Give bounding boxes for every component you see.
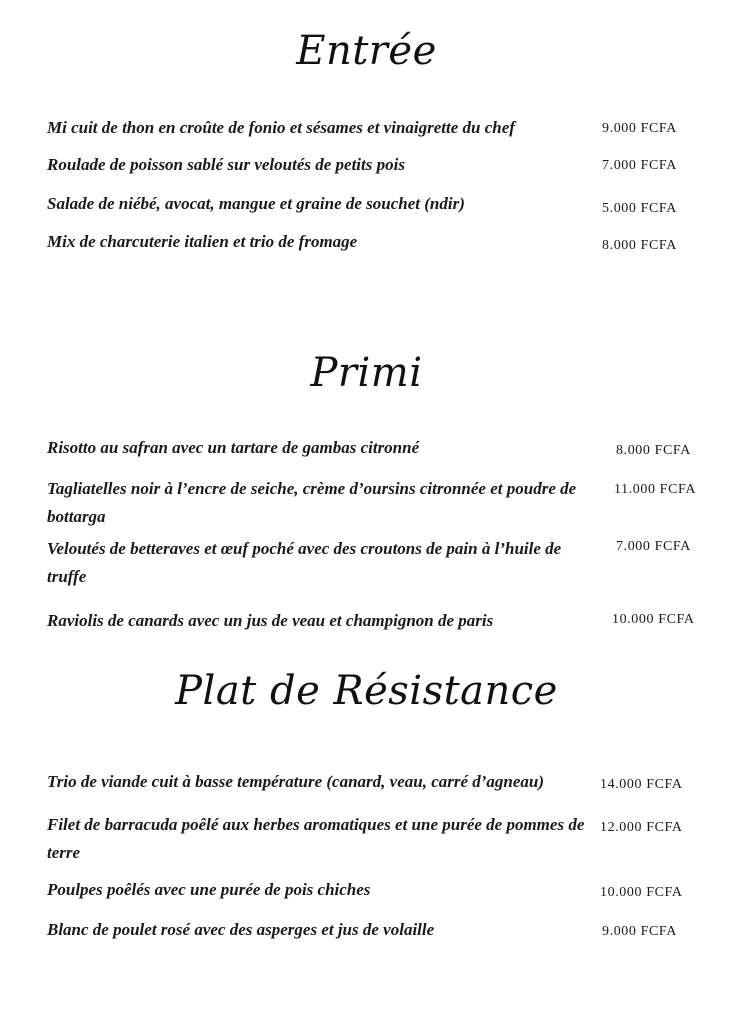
menu-item-name: Risotto au safran avec un tartare de gambas citronné — [47, 438, 420, 457]
menu-item-price: 9.000 FCFA — [602, 924, 677, 939]
menu-item-name: Veloutés de betteraves et œuf poché avec des croutons de pain à l’huile de truffe — [47, 539, 562, 586]
menu-item-price: 11.000 FCFA — [614, 482, 697, 497]
menu-item-price: 7.000 FCFA — [602, 158, 677, 173]
menu-item-price: 14.000 FCFA — [600, 777, 683, 792]
menu-item-name: Tagliatelles noir à l’encre de seiche, crème d’oursins citronnée et poudre de bottarga — [47, 479, 577, 526]
menu-item-name: Mix de charcuterie italien et trio de fromage — [47, 232, 358, 251]
menu-item-name: Filet de barracuda poêlé aux herbes aromatiques et une purée de pommes de terre — [47, 815, 585, 862]
menu-item-name: Poulpes poêlés avec une purée de pois chiches — [47, 880, 371, 899]
menu-item-name: Salade de niébé, avocat, mangue et graine de souchet (ndir) — [47, 194, 465, 213]
menu-item-price: 9.000 FCFA — [602, 121, 677, 136]
menu-item-price: 12.000 FCFA — [600, 820, 683, 835]
menu-item-price: 5.000 FCFA — [602, 201, 677, 216]
section-title-plat-de-resistance: Plat de Résistance — [175, 668, 558, 714]
menu-item-price: 10.000 FCFA — [600, 885, 683, 900]
menu-item-price: 8.000 FCFA — [602, 238, 677, 253]
section-title-entree: Entrée — [296, 28, 437, 74]
menu-item-name: Trio de viande cuit à basse température (canard, veau, carré d’agneau) — [47, 772, 545, 791]
menu-item-name: Blanc de poulet rosé avec des asperges et jus de volaille — [47, 920, 435, 939]
menu-item-name: Mi cuit de thon en croûte de fonio et sésames et vinaigrette du chef — [47, 118, 515, 137]
menu-item-name: Raviolis de canards avec un jus de veau et champignon de paris — [47, 611, 494, 630]
menu-item-price: 8.000 FCFA — [616, 443, 691, 458]
section-title-primi: Primi — [310, 350, 423, 396]
menu-item-price: 10.000 FCFA — [612, 612, 695, 627]
menu-item-price: 7.000 FCFA — [616, 539, 691, 554]
menu-item-name: Roulade de poisson sablé sur veloutés de petits pois — [47, 155, 405, 174]
